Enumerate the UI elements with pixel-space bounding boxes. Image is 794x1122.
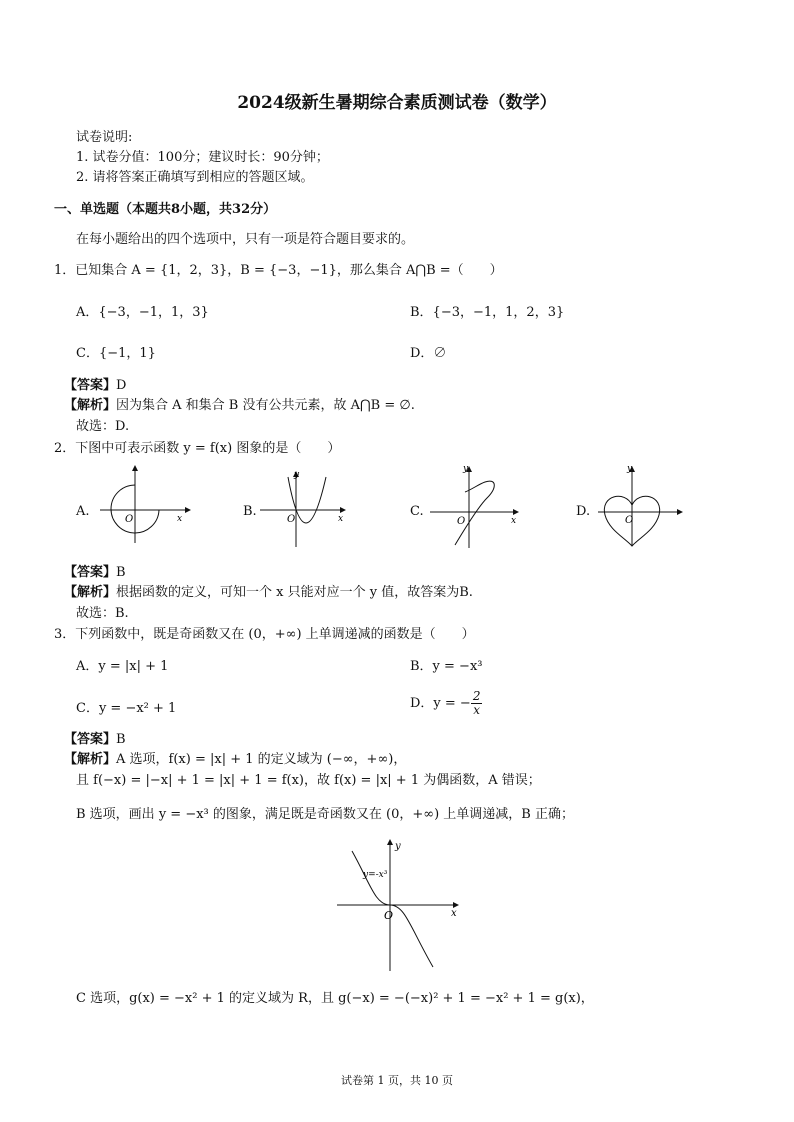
q2d-origin-label: O [625,515,634,526]
q3-analysis-1: A 选项，f(x) = |x| + 1 的定义域为 (−∞，+∞)， [116,752,407,767]
q3-answer-label: 【答案】 [64,732,117,747]
q1-conclusion: 故选：D. [76,419,130,434]
q3-analysis-label: 【解析】 [64,752,117,767]
page-footer: 试卷第 1 页，共 10 页 [341,1074,453,1087]
q2c-origin-label: O [457,516,466,527]
q2b-x-label: x [338,514,344,524]
q2-answer: B [116,565,126,580]
q2-answer-row [64,566,126,579]
q2-conclusion: 故选：B. [76,606,129,621]
q2-option-c-label: C. [410,504,424,519]
q3-analysis-4: C 选项，g(x) = −x² + 1 的定义域为 R，且 g(−x) = −(−x)² + 1 = −x² + 1 = g(x)， [76,991,594,1006]
q3-stem: 3．下列函数中，既是奇函数又在 (0，+∞) 上单调递减的函数是（ ） [54,627,475,642]
q3-option-a: A．y = |x| + 1 [76,659,169,674]
q3-answer: B [116,732,126,747]
q2-stem: 2．下图中可表示函数 y = f(x) 图象的是（ ） [54,441,341,456]
q1-stem: 1．已知集合 A = {1，2，3}，B = {−3，−1}，那么集合 A⋂B =（ ） [54,263,503,278]
q2a-origin-label: O [125,514,134,525]
q2a-x-label: x [177,514,183,524]
q1-analysis-row [64,399,415,412]
q3-option-b: B．y = −x³ [410,659,483,674]
q2c-x-label: x [511,516,517,526]
q3-analysis-3: B 选项，画出 y = −x³ 的图象，满足既是奇函数又在 (0，+∞) 上单调递减，B 正确； [76,807,574,822]
q2-graph-b [258,463,353,548]
instructions-line-2: 2. 请将答案正确填写到相应的答题区域。 [76,170,314,185]
q2-analysis-row [64,586,473,599]
q1-answer-row [64,379,126,392]
q2b-origin-label: O [287,514,296,525]
q1-answer-label: 【答案】 [64,378,117,393]
q3-option-c: C．y = −x² + 1 [76,701,177,716]
q3-option-d-prefix: D．y = − [410,696,471,712]
q3-option-d-num: 2 [472,689,481,703]
q3-analysis-row [64,753,406,766]
q2-graph-d [595,460,690,550]
q3-graph-origin: O [384,909,394,922]
q2-analysis: 根据函数的定义，可知一个 x 只能对应一个 y 值，故答案为B. [116,585,473,600]
q2d-y-label: y [627,464,633,474]
q3-option-d [410,690,482,717]
q3-analysis-2: 且 f(−x) = |−x| + 1 = |x| + 1 = f(x)，故 f(x) = |x| + 1 为偶函数，A 错误； [76,773,541,788]
page-title: 2024级新生暑期综合素质测试卷（数学） [237,93,557,113]
q2-answer-label: 【答案】 [64,565,117,580]
q1-option-d: D．∅ [410,346,447,361]
q3-graph-x-label: x [451,908,457,919]
section-heading: 一、单选题（本题共8小题，共32分） [54,202,277,217]
q3-option-d-fraction [471,690,483,717]
q1-option-c: C．{−1，1} [76,346,156,361]
q2-option-a-label: A. [76,504,90,519]
q2-graph-c [425,460,525,550]
q3-option-d-den: x [473,703,481,718]
q2-option-d-label: D. [576,504,591,519]
q2-option-b-label: B. [243,504,257,519]
q2c-y-label: y [463,464,469,474]
q2-analysis-label: 【解析】 [64,585,117,600]
q3-cubic-graph [335,833,465,973]
q2-graph-a [95,463,195,548]
q1-analysis: 因为集合 A 和集合 B 没有公共元素，故 A⋂B = ∅. [116,398,415,413]
section-intro: 在每小题给出的四个选项中，只有一项是符合题目要求的。 [76,232,415,247]
q1-option-b: B．{−3，−1，1，2，3} [410,305,565,320]
q3-graph-label: y=-x³ [363,870,388,880]
instructions-heading: 试卷说明: [76,130,133,145]
q1-analysis-label: 【解析】 [64,398,117,413]
q1-option-a: A．{−3，−1，1，3} [76,305,209,320]
q3-graph-y-label: y [395,841,401,852]
q1-answer: D [116,378,127,393]
q2b-y-label: y [294,470,300,480]
q3-answer-row [64,733,126,746]
instructions-line-1: 1. 试卷分值：100分；建议时长：90分钟； [76,150,329,165]
